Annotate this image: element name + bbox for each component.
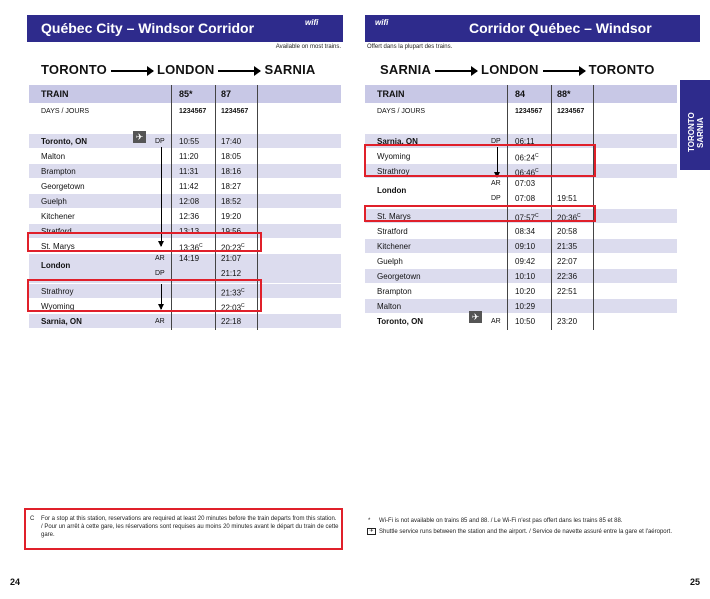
- right-header: [365, 15, 700, 42]
- table-row-london: London AR DP 07:03 07:08 19:51: [365, 179, 677, 209]
- right-wifi-note: Offert dans la plupart des trains.: [367, 44, 453, 50]
- route-origin: SARNIA: [380, 62, 432, 77]
- wifi-icon: wifi: [375, 18, 389, 27]
- footnote-mark: C: [30, 516, 35, 522]
- days-row: DAYS / JOURS 1234567 1234567: [29, 104, 341, 120]
- wifi-icon: wifi: [305, 18, 319, 27]
- highlight-box: [364, 205, 596, 222]
- train-84: 84: [515, 89, 526, 99]
- train-88: 88*: [557, 89, 571, 99]
- table-row-london: London AR DP 14:19 21:07 21:12: [29, 254, 341, 284]
- table-row: Wyoming $06:24^C$: [365, 149, 677, 164]
- footnote-star-mark: *: [368, 518, 371, 524]
- train-85: 85*: [179, 89, 193, 99]
- route-via: LONDON: [481, 62, 539, 77]
- table-row: Georgetown 11:42 18:27: [29, 179, 341, 194]
- left-route: [41, 62, 316, 77]
- right-route: [380, 62, 655, 77]
- table-row: Toronto, ON DP 10:55 17:40: [29, 134, 341, 149]
- route-destination: SARNIA: [264, 62, 316, 77]
- shuttle-icon: ✈: [367, 528, 376, 535]
- section-tab: [680, 80, 710, 170]
- table-row: Strathroy $21:33^C$: [29, 284, 341, 299]
- route-via: LONDON: [156, 62, 215, 77]
- left-header-title: Québec City – Windsor Corridor: [41, 20, 255, 36]
- table-row: Guelph 12:08 18:52: [29, 194, 341, 209]
- days-row: DAYS / JOURS 1234567 1234567: [365, 104, 677, 120]
- table-row: Brampton 11:31 18:16: [29, 164, 341, 179]
- left-header: [27, 15, 343, 42]
- page-number: 25: [689, 577, 700, 587]
- right-page: [355, 0, 710, 599]
- arrow-right-icon: [218, 70, 260, 72]
- table-row: St. Marys $07:57^C$ $20:36^C$: [365, 209, 677, 224]
- section-tab-line2: SARNIA: [696, 117, 705, 148]
- table-row: Sarnia, ON DP 06:11: [365, 134, 677, 149]
- section-tab-line1: TORONTO: [687, 112, 696, 152]
- table-row: Guelph 09:42 22:07: [365, 254, 677, 269]
- table-row: Strathroy $06:46^C$: [365, 164, 677, 179]
- route-destination: TORONTO: [588, 62, 655, 77]
- highlight-box: [27, 232, 262, 252]
- left-wifi-note: Available on most trains.: [275, 44, 341, 50]
- right-header-title: Corridor Québec – Windsor: [469, 20, 652, 36]
- table-row: Stratford 08:34 20:58: [365, 224, 677, 239]
- table-row: Stratford 13:13 19:56: [29, 224, 341, 239]
- footnote-wifi: Wi-Fi is not available on trains 85 and 88. / Le Wi-Fi n'est pas offert dans les trains 85 et 88.: [379, 518, 623, 524]
- table-row: Brampton 10:20 22:51: [365, 284, 677, 299]
- route-origin: TORONTO: [41, 62, 107, 77]
- footnote-c: For a stop at this station, reservations are required at least 20 minutes before the train departs from this station. / Pour un arrêt à cette gare, les réservations sont requises au moins 20 minutes avant le départ du train de cette gare.: [41, 516, 339, 538]
- table-row: Kitchener 09:10 21:35: [365, 239, 677, 254]
- table-row: Malton 11:20 18:05: [29, 149, 341, 164]
- airplane-icon: ✈: [469, 311, 482, 323]
- airplane-icon: ✈: [133, 131, 146, 143]
- train-number-row: TRAIN 84 88*: [365, 85, 677, 104]
- table-row: Georgetown 10:10 22:36: [365, 269, 677, 284]
- table-row: Kitchener 12:36 19:20: [29, 209, 341, 224]
- page-number: 24: [10, 577, 21, 587]
- arrow-right-icon: [111, 70, 153, 72]
- train-87: 87: [221, 89, 232, 99]
- table-row: Sarnia, ON AR 22:18: [29, 314, 341, 329]
- highlight-box: [27, 279, 262, 312]
- table-row: Toronto, ON AR 10:50 23:20: [365, 314, 677, 329]
- table-row: Wyoming $22:03^C$: [29, 299, 341, 314]
- footnote-shuttle: Shuttle service runs between the station and the airport. / Service de navette assuré entre la gare et l'aéroport.: [379, 529, 672, 535]
- table-row: Malton 10:29: [365, 299, 677, 314]
- train-number-row: TRAIN 85* 87: [29, 85, 341, 104]
- arrow-right-icon: [543, 70, 585, 72]
- arrow-right-icon: [435, 70, 477, 72]
- table-row: St. Marys $13:36^C$ $20:23^C$: [29, 239, 341, 254]
- highlight-box: [364, 144, 596, 177]
